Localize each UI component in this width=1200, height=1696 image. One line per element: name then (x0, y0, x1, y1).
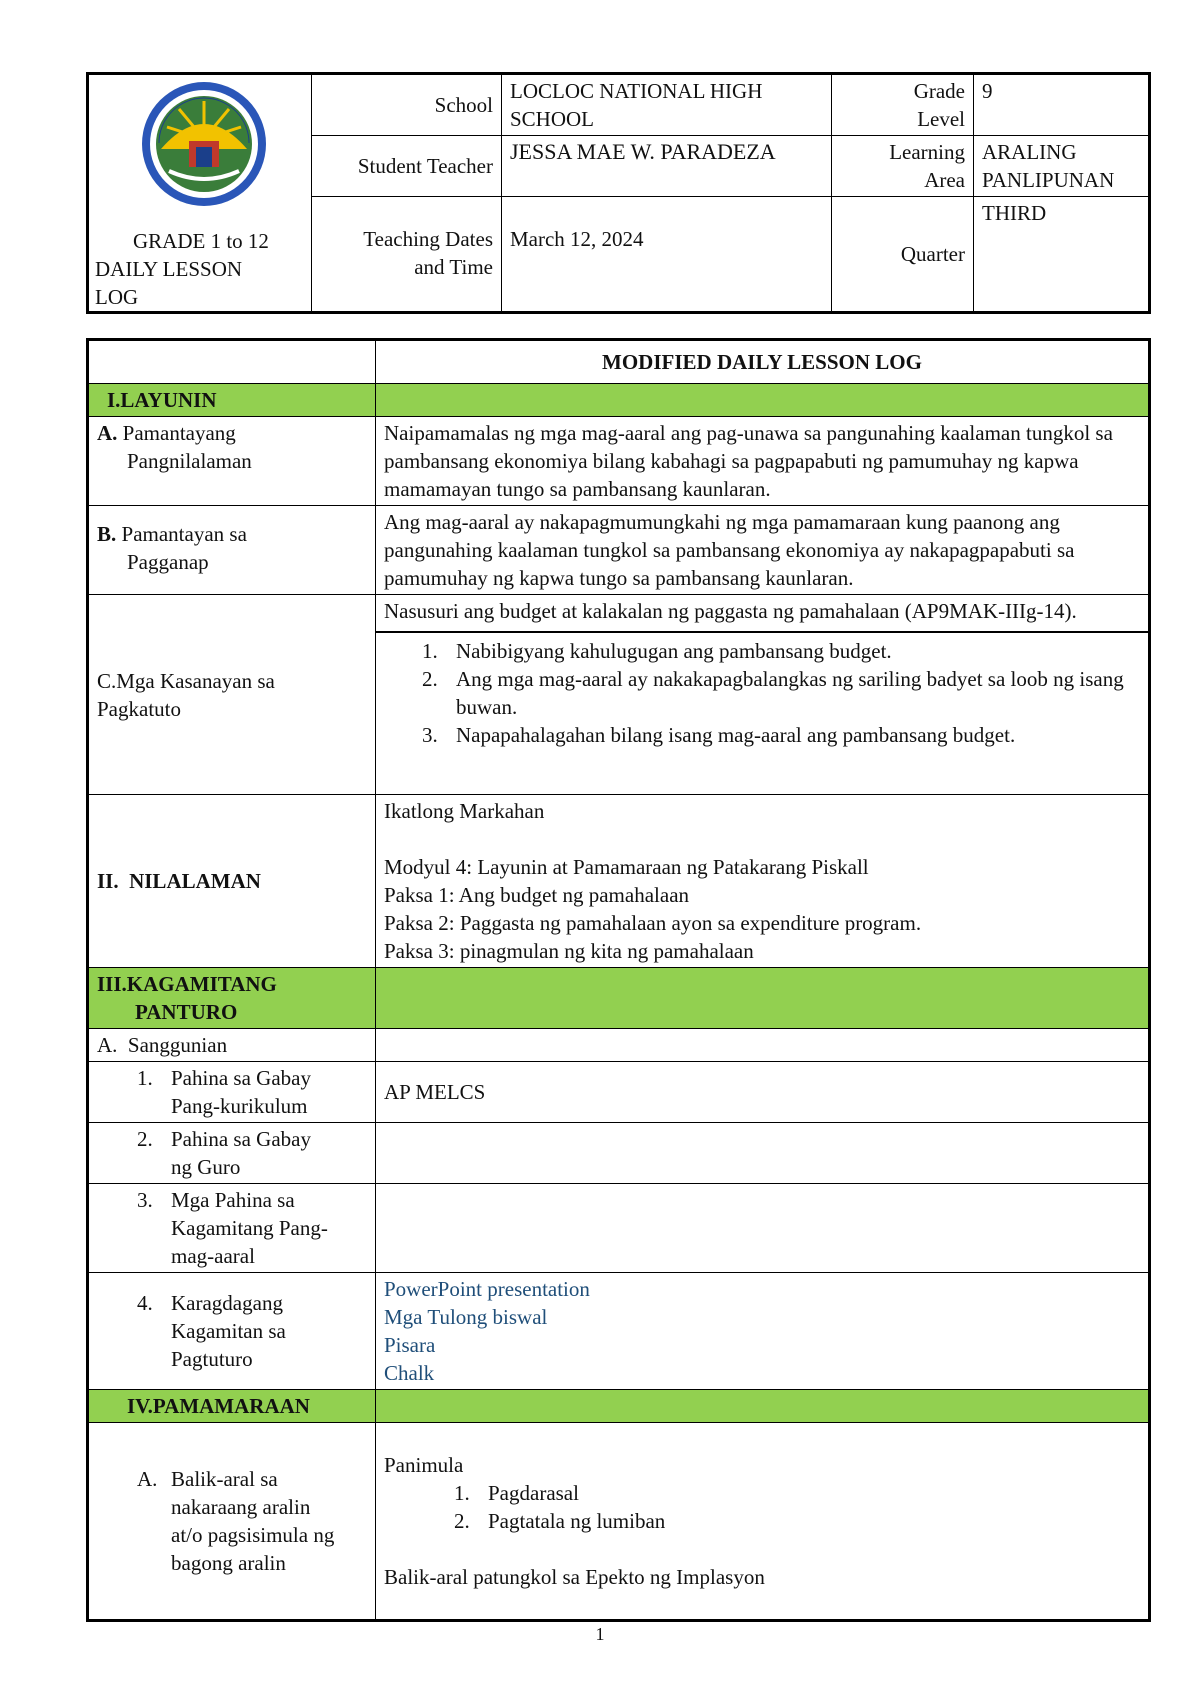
objectives-list (376, 631, 1148, 749)
ref-2-num: 2. (137, 1127, 153, 1151)
value-gabay-guro (376, 1123, 1150, 1184)
objective-item: 2. Ang mga mag-aaral ay nakakapagbalangkas ng sariling badyet sa loob ng isang buwan. (422, 667, 1124, 719)
ref-3-line-3: mag-aaral (171, 1244, 255, 1268)
teacher-label: Student Teacher (312, 136, 502, 197)
review-text: Balik-aral patungkol sa Epekto ng Implasyon (384, 1565, 765, 1589)
ref-4-line-2: Kagamitan sa (171, 1319, 286, 1343)
dates-label-line-1: Teaching Dates (363, 227, 493, 251)
label-karagdagang-kagamitan (88, 1273, 376, 1390)
objective-item: 3. Napapahalagahan bilang isang mag-aaral ang pambansang budget. (422, 723, 1016, 747)
value-karagdagang-kagamitan (376, 1273, 1150, 1390)
b-label-line-1: Pamantayan sa (121, 522, 247, 546)
label-gabay-guro (88, 1123, 376, 1184)
teacher-value: JESSA MAE W. PARADEZA (502, 136, 832, 197)
procedure-a-line-4: bagong aralin (171, 1551, 286, 1575)
school-value-line-2: SCHOOL (510, 107, 595, 131)
school-value-line-1: LOCLOC NATIONAL HIGH (510, 79, 763, 103)
learning-area-value (974, 136, 1150, 197)
ref-2-line-1: Pahina sa Gabay (171, 1127, 311, 1151)
a-label-line-1: Pamantayang (122, 421, 236, 445)
value-gabay-kurikulum: AP MELCS (376, 1062, 1150, 1123)
quarter-value: THIRD (974, 197, 1150, 313)
c-label-line-2: Pagkatuto (97, 696, 181, 721)
value-kagamitang-mag-aaral (376, 1184, 1150, 1273)
content-quarter: Ikatlong Markahan (384, 799, 545, 823)
material-item: Pisara (384, 1333, 436, 1357)
section-kagamitang-fill (376, 968, 1150, 1029)
school-seal-icon (139, 79, 269, 209)
intro-item: 2. Pagtatala ng lumiban (454, 1509, 666, 1533)
log-title-line-3: LOG (95, 285, 139, 309)
grade-label-line-1: Grade (913, 79, 965, 103)
blank-cell (88, 340, 376, 384)
grade-label (832, 74, 974, 136)
procedure-a-letter: A. (137, 1467, 158, 1491)
lesson-log-table (86, 338, 1151, 1622)
content-topic-2: Paksa 2: Paggasta ng pamahalaan ayon sa expenditure program. (384, 911, 922, 935)
material-item: PowerPoint presentation (384, 1277, 590, 1301)
procedure-a-line-1: Balik-aral sa (171, 1467, 278, 1491)
text-nilalaman (376, 795, 1150, 968)
label-balik-aral (88, 1423, 376, 1621)
log-title-line-1: GRADE 1 to 12 (133, 229, 269, 253)
c-label-line-1: C.Mga Kasanayan sa (97, 668, 275, 693)
letter-b: B. (97, 522, 117, 546)
ref-4-line-3: Pagtuturo (171, 1347, 253, 1371)
intro-item: 1. Pagdarasal (454, 1481, 579, 1505)
grade-value: 9 (974, 74, 1150, 136)
ref-4-line-1: Karagdagang (171, 1291, 283, 1315)
school-logo-cell (88, 74, 312, 313)
area-label-line-2: Area (924, 168, 965, 192)
ref-3-num: 3. (137, 1188, 153, 1212)
procedure-a-line-3: at/o pagsisimula ng (171, 1523, 335, 1547)
content-topic-3: Paksa 3: pinagmulan ng kita ng pamahalaan (384, 939, 754, 963)
log-title-line-2: DAILY LESSON (95, 257, 243, 281)
content-module: Modyul 4: Layunin at Pamamaraan ng Patakarang Piskall (384, 855, 869, 879)
text-kasanayan-sa-pagkatuto (376, 595, 1150, 795)
material-item: Mga Tulong biswal (384, 1305, 548, 1329)
label-kasanayan-sa-pagkatuto (88, 595, 376, 795)
learning-area-label (832, 136, 974, 197)
ref-2-line-2: ng Guro (171, 1155, 241, 1179)
area-value-line-2: PANLIPUNAN (982, 168, 1115, 192)
dates-value: March 12, 2024 (502, 197, 832, 313)
dates-label-line-2: and Time (414, 255, 493, 279)
sanggunian-value (376, 1029, 1150, 1062)
log-title: MODIFIED DAILY LESSON LOG (376, 340, 1150, 384)
ref-4-num: 4. (137, 1291, 153, 1315)
label-pamantayan-sa-pagganap (88, 506, 376, 595)
b-label-line-2: Pagganap (127, 550, 209, 574)
section-nilalaman: II. NILALAMAN (88, 795, 376, 968)
text-balik-aral (376, 1423, 1150, 1621)
a-label-line-2: Pangnilalaman (127, 449, 252, 473)
content-topic-1: Paksa 1: Ang budget ng pamahalaan (384, 883, 690, 907)
section-pamamaraan-fill (376, 1390, 1150, 1423)
procedure-a-line-2: nakaraang aralin (171, 1495, 311, 1519)
ref-1-line-1: Pahina sa Gabay (171, 1066, 311, 1090)
school-value (502, 74, 832, 136)
ref-3-line-2: Kagamitang Pang- (171, 1216, 328, 1240)
label-pamantayang-pangnilalaman (88, 417, 376, 506)
header-table (86, 72, 1151, 314)
label-kagamitang-mag-aaral (88, 1184, 376, 1273)
text-pamantayan-sa-pagganap: Ang mag-aaral ay nakapagmumungkahi ng mga pamamaraan kung paanong ang pangunahing kaalaman tungkol sa pambansang ekonomiya ay nakapagpapabuti sa pamumuhay ng kapwa tungo sa pambansang kaunlaran. (376, 506, 1150, 595)
section-3-line-2: PANTURO (135, 1000, 238, 1024)
grade-label-line-2: Level (917, 107, 965, 131)
section-pamamaraan: IV.PAMAMARAAN (88, 1390, 376, 1423)
label-sanggunian: A. Sanggunian (88, 1029, 376, 1062)
area-label-line-1: Learning (889, 140, 965, 164)
label-gabay-kurikulum (88, 1062, 376, 1123)
area-value-line-1: ARALING (982, 140, 1077, 164)
material-item: Chalk (384, 1361, 435, 1385)
text-pamantayang-pangnilalaman: Naipamamalas ng mga mag-aaral ang pag-unawa sa pangunahing kaalaman tungkol sa pambansang ekonomiya bilang kabahagi sa pagpapabuti ng pamumuhay ng kapwa mamamayan tungo sa pambansang kaunlaran. (376, 417, 1150, 506)
section-layunin: I.LAYUNIN (88, 384, 376, 417)
dates-label (312, 197, 502, 313)
letter-a: A. (97, 421, 118, 445)
page-number: 1 (595, 1624, 605, 1644)
ref-3-line-1: Mga Pahina sa (171, 1188, 295, 1212)
school-label: School (312, 74, 502, 136)
section-kagamitang-panturo (88, 968, 376, 1029)
quarter-label: Quarter (832, 197, 974, 313)
ref-1-line-2: Pang-kurikulum (171, 1094, 308, 1118)
intro-label: Panimula (384, 1453, 464, 1477)
section-3-line-1: III.KAGAMITANG (97, 972, 277, 996)
objective-item: 1. Nabibigyang kahulugugan ang pambansang budget. (422, 639, 892, 663)
ref-1-num: 1. (137, 1066, 153, 1090)
section-layunin-fill (376, 384, 1150, 417)
competency-code-text: Nasusuri ang budget at kalakalan ng paggasta ng pamahalaan (AP9MAK-IIIg-14). (384, 599, 1077, 623)
